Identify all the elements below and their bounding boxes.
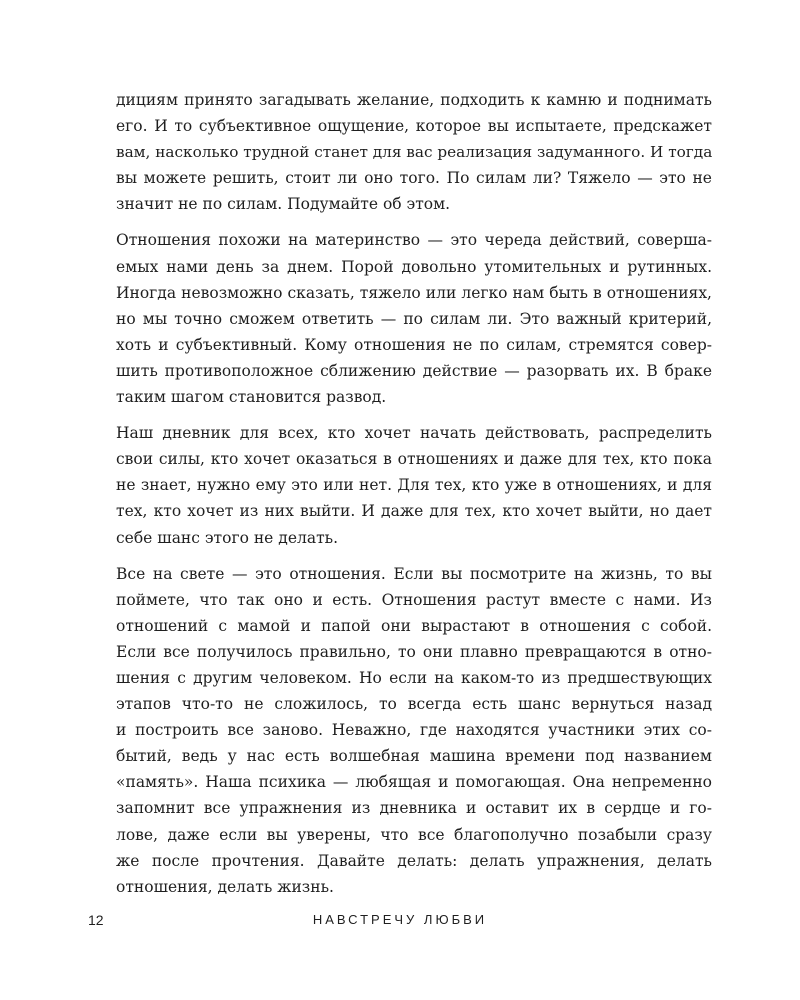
text-line: Все на свете — это отношения. Если вы посмотрите на жизнь, то вы [116, 564, 712, 583]
text-line: тех, кто хочет из них выйти. И даже для тех, кто хочет выйти, но дает [116, 502, 712, 521]
text-line: дициям принято загадывать желание, подходить к камню и поднимать [116, 91, 712, 109]
text-line: отношения, делать жизнь. [116, 877, 334, 896]
text-line: Иногда невозможно сказать, тяжело или легко нам быть в отношениях, [116, 283, 712, 302]
text-line: не знает, нужно ему это или нет. Для тех, кто уже в отношениях, и для [116, 476, 712, 495]
text-line: отношений с мамой и папой они вырастают в отношения с собой. [116, 616, 712, 635]
text-line: Наш дневник для всех, кто хочет начать действовать, распределить [116, 424, 712, 443]
text-line: «память». Наша психика — любящая и помогающая. Она непременно [116, 773, 712, 792]
text-line: Если все получилось правильно, то они плавно превращаются в отно- [116, 642, 712, 661]
paragraph-4 [116, 561, 712, 900]
paragraph-2 [116, 227, 712, 410]
paragraph-3 [116, 420, 712, 550]
text-line: запомнит все упражнения из дневника и оставит их в сердце и го- [116, 799, 712, 818]
text-line: Отношения похожи на материнство — это череда действий, соверша- [116, 231, 712, 250]
text-line: поймете, что так оно и есть. Отношения растут вместе с нами. Из [116, 590, 712, 609]
text-line: таким шагом становится развод. [116, 388, 387, 407]
text-line: значит не по силам. Подумайте об этом. [116, 195, 451, 214]
text-line: вам, насколько трудной станет для вас реализация задуманного. И тогда [116, 143, 713, 162]
text-line: шить противоположное сближению действие — разорвать их. В браке [116, 361, 712, 380]
text-line: свои силы, кто хочет оказаться в отношениях и даже для тех, кто пока [116, 450, 712, 469]
running-footer-title: НАВСТРЕЧУ ЛЮБВИ [312, 912, 488, 927]
body-text [116, 87, 712, 910]
text-line: его. И то субъективное ощущение, которое вы испытаете, предскажет [116, 117, 712, 136]
text-line: себе шанс этого не делать. [116, 528, 339, 547]
text-line: этапов что-то не сложилось, то всегда есть шанс вернуться назад [116, 695, 712, 714]
text-line: но мы точно сможем ответить — по силам ли. Это важный критерий, [116, 309, 712, 328]
text-line: емых нами день за днем. Порой довольно утомительных и рутинных. [116, 257, 712, 276]
text-line: шения с другим человеком. Но если на каком-то из предшествующих [116, 668, 712, 687]
page-number: 12 [88, 912, 104, 928]
text-line: же после прочтения. Давайте делать: делать упражнения, делать [116, 851, 712, 870]
text-line: бытий, ведь у нас есть волшебная машина времени под названием [116, 747, 712, 766]
text-line: хоть и субъективный. Кому отношения не по силам, стремятся совер- [116, 335, 712, 354]
text-line: лове, даже если вы уверены, что все благополучно позабыли сразу [116, 825, 712, 844]
text-line: вы можете решить, стоит ли оно того. По силам ли? Тяжело — это не [116, 169, 712, 188]
paragraph-1 [116, 87, 712, 217]
text-line: и построить все заново. Неважно, где находятся участники этих со- [116, 721, 712, 740]
